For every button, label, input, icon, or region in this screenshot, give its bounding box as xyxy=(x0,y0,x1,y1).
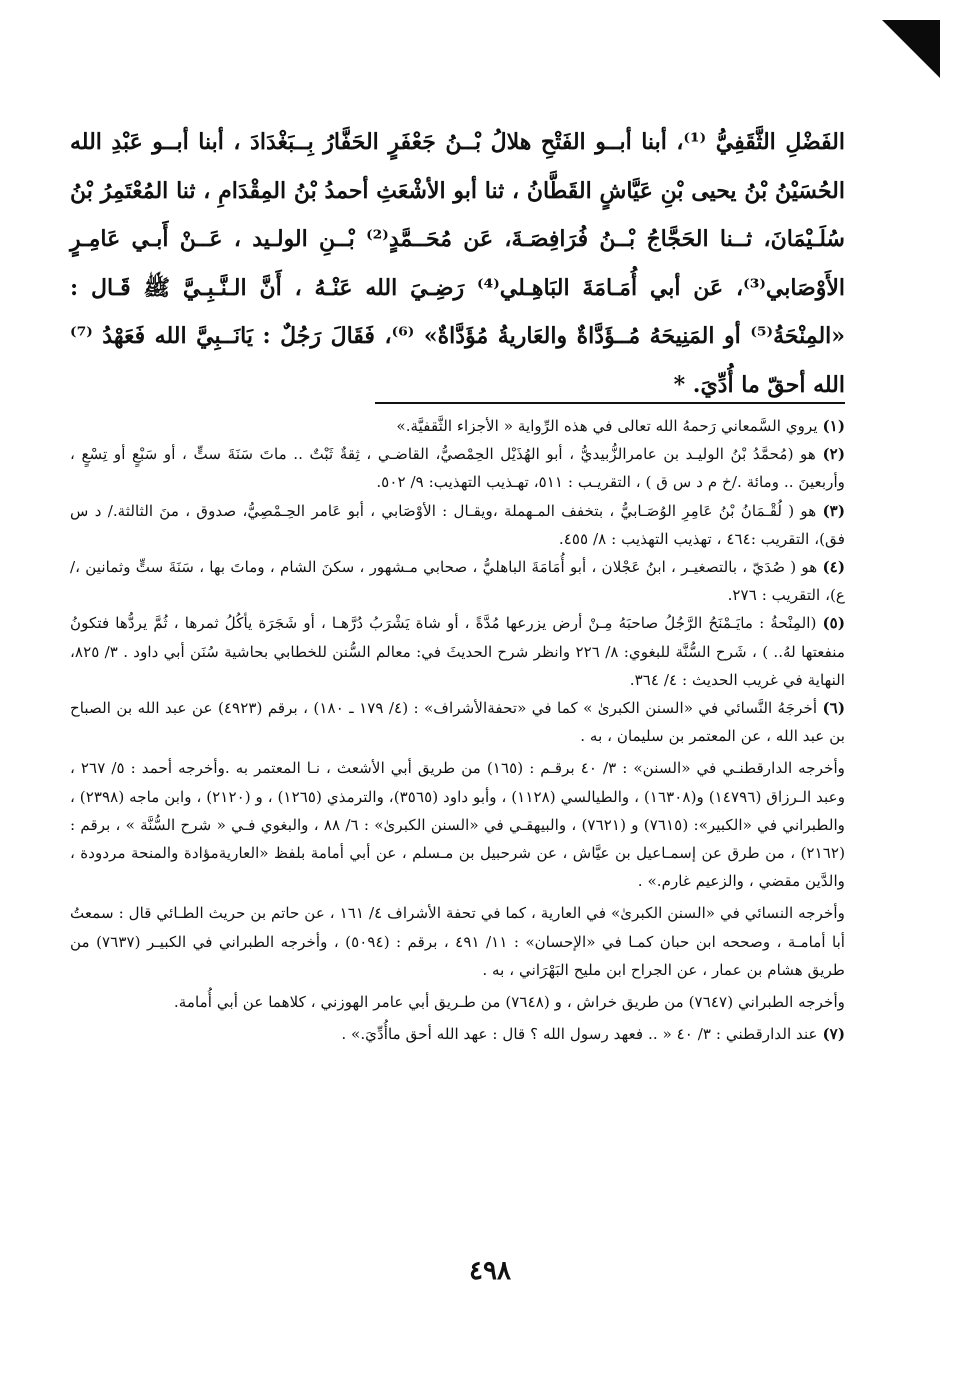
page-number: ٤٩٨ xyxy=(469,1256,511,1286)
footnote-1 xyxy=(70,412,845,440)
body-paragraph: الفَضْلِ الثَّقَفِيُّ ⁽¹⁾، أبنا أبــو الفَتْحِ هلالُ بْــنُ جَعْفَرٍ الحَفَّارُ بِــبَغْدَادَ ، أبنا أبــو عَبْدِ الله الحُسَيْنُ بْنُ يحيى بْنِ عَيَّاشٍ القَطَّانُ ، ثنا أبو الأشْعَثِ أحمدُ بْنُ المِقْدَامِ ، ثنا المُعْتَمِرُ بْنُ سُلَـيْمَانَ، ثــنا الحَجَّاجُ بْــنُ فُرَافِصَـةَ، عَن مُحَــمَّدٍ⁽²⁾ بْــنِ الولـيد ، عَــنْ أَبـي عَامِـرٍ الأَوْصَابي⁽³⁾، عَن أبي أُمَـامَةَ البَاهِـلي⁽⁴⁾ رَضِـيَ الله عَنْـهُ ، أَنَّ الـنَّـبِـيَّ ﷺ قَـال : «المِنْحَةُ⁽⁵⁾ أو المَنِيحَهُ مُــؤَدَّاةٌ والعَاريةُ مُؤَدَّاةٌ» ⁽⁶⁾، فَقَالَ رَجُلٌ : يَانَــبِيَّ الله فَعَهْدُ ⁽⁷⁾ الله أحقّ ما أُدِّيَ. * xyxy=(70,129,846,398)
footnote-2 xyxy=(70,440,845,496)
footnote-3 xyxy=(70,497,845,553)
footnote-text: هو ( صُدَيّ ، بالتصغيـر ، ابنُ عَجْلان ، أبو أُمَامَةَ الباهليُّ ، صحابي مـشهور ، سكنَ الشام ، وماتَ بها ، سَنَةَ ستٍّ وثمانين ،/ع)، التقريب : ٢٧٦. xyxy=(70,558,845,605)
footnote-text: يروي السَّمعاني رَحمهُ الله تعالى في هذه الرِّواية « الأجزاء الثَّقفيَّة.» xyxy=(396,417,818,435)
footnote-text: (المِنْحةُ : مايَـمْنَحُ الرَّجُلُ صاحبَهُ مِـنْ أرض يزرعها مُدَّةً ، أو شاة يَشْرَبُ دُرَّهـا ، أو شَجَرَة يأكُلُ ثمرها ، ثُمَّ يردُّها فتكونُ منفعتها لهُ.. ) ، شَرح السُّنَّة للبغوي: ٨/ ٢٢٦ وانظر شرح الحديثَ في: معالم السُّنن للخطابي بحاشية سُنَن أبي داود . ٣/ ٨٢٥، النهاية في غريب الحديث : ٤/ ٣٦٤. xyxy=(70,614,846,689)
main-text-block xyxy=(70,118,845,409)
footnote-7 xyxy=(70,1020,845,1048)
corner-triangle-mark xyxy=(882,20,940,78)
footnote-separator xyxy=(375,402,845,404)
footnote-number: (٦) xyxy=(822,699,845,718)
footnote-number: (٣) xyxy=(822,501,845,520)
footnote-number: (١) xyxy=(822,417,845,435)
footnotes-section xyxy=(70,412,845,1048)
footnote-6-paragraph-4: وأخرجه الطبراني (٧٦٤٧) من طريق خراش ، و (٧٦٤٨) من طـريق أبي عامر الهوزني ، كلاهما عن أبي أُمامة. xyxy=(173,993,845,1012)
footnote-6 xyxy=(70,694,845,750)
footnote-text: هو (مُحمَّدُ بْنُ الوليـد بن عامرالزُّبيديُّ ، أبو الهُذَيْل الحِمْصيُّ، القاضـي ، ثِقةٌ ثَبْتٌ .. ماتَ سَنَةَ ستٍّ ، أو سَبْعٍ أو تِسْعٍ ، وأربعينَ .. ومائة ./خ م د س ق ) ، التقريـب : ٥١١، تهـذيب التهذيب: ٩/ ٥٠٢. xyxy=(70,445,845,492)
footnote-text: هو ( لُقْـمَانُ بْنُ عَامِرِ الوُصَـابيُّ ، بتخفف المـهملة ،ويقـال : الأوْصَابي ، أبو عَامر الحِـمْصِيُّ، صدوق ، منَ الثالثة./ د س فق)، التقريب :٤٦٤ ، تهذيب التهذيب : ٨/ ٤٥٥. xyxy=(70,501,845,548)
footnote-5 xyxy=(70,609,845,694)
footnote-number: (٥) xyxy=(822,614,845,633)
footnote-number: (٧) xyxy=(822,1025,845,1044)
footnote-6-paragraph-3: وأخرجه النسائي في «السنن الكبرىٰ» في العارية ، كما في تحفة الأشراف ٤/ ١٦١ ، عن حاتم بن حريث الطـائي قال : سمعتُ أبا أمامـة ، وصححه ابن حبان كمـا في «الإحسان» : ١١/ ٤٩١ ، برقم : (٥٠٩٤) ، وأخرجه الطبراني في الكبيـر (٧٦٣٧) من طريق هشام بن عمار ، عن الجراح ابن مليح البَهْرَاني ، به . xyxy=(70,904,846,979)
footnote-text: عند الدارقطني : ٣/ ٤٠ « .. فعهد رسول الله ؟ قال : عهد الله أحق ماأُدِّيَ.» . xyxy=(341,1025,818,1044)
footnote-number: (٤) xyxy=(822,558,846,577)
footnote-6-paragraph-2: وأخرجه الدارقطنـي في «السنن» : ٣/ ٤٠ برقـم : (١٦٥) من طريق أبي الأشعث ، نـا المعتمر به .وأخرجه أحمد : ٥/ ٢٦٧ ، وعبد الـرزاق (١٤٧٩٦) و(١٦٣٠٨) ، والطيالسي (١١٢٨) ، وأبو داود (٣٥٦٥)، والترمذي (١٢٦٥) ، و (٢١٢٠) ، وابن ماجه (٢٣٩٨) ، والطبراني في «الكبير»: (٧٦١٥) و (٧٦٢١) ، والبيهقـي في «السنن الكبرىٰ» : ٦/ ٨٨ ، والبغوي فـي « شرح السُّنَّة » ، برقم : (٢١٦٢) ، من طرق عن إسمـاعيل بن عيَّاش ، عن شرحبيل بن مـسلم ، عن أبي أمامة بلفظ «العاريةمؤادة والمنحة مردودة ، والدَّين مقضي ، والزعيم غارم.» . xyxy=(70,759,846,891)
footnote-text: أخرجَهُ النَّسائي في «السنن الكبرىٰ » كما في «تحفةالأشراف» : (٤/ ١٧٩ ـ ١٨٠) ، برقم (٤٩٢٣) عن عبد الله بن الصباح بن عبد الله ، عن المعتمر بن سليمان ، به . xyxy=(70,699,845,746)
footnote-4 xyxy=(70,553,845,609)
footnote-number: (٢) xyxy=(822,445,846,464)
